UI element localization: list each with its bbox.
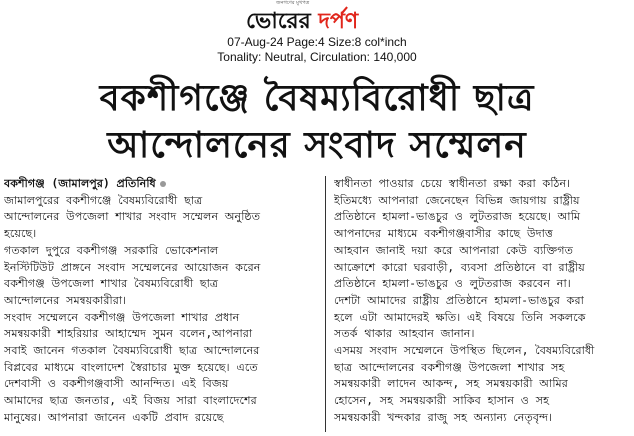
article-text-line: সতর্ক থাকার আহবান জানান।	[334, 327, 475, 341]
dateline-text: বকশীগঞ্জ (জামালপুর) প্রতিনিধি	[4, 177, 156, 190]
masthead-tagline: জনগণের মুখপত্র	[276, 0, 310, 6]
article-text-line: মানুষের। আপনারা জানেন একটি প্রবাদ রয়েছে	[4, 410, 224, 424]
article-text-line: ইনস্টিটিউট প্রাঙ্গনে সংবাদ সম্মেলনের আয়োজন করেন	[4, 260, 261, 274]
article-text-line: জামালপুরের বকশীগঞ্জে বৈষম্যবিরোধী ছাত্র	[4, 193, 203, 207]
right-column-text	[334, 176, 630, 427]
column-divider	[325, 176, 326, 432]
article-text-line: প্রতিষ্ঠানে হামলা-ভাঙচুর ও লুটতরাজ হয়েছে। আমি	[334, 210, 581, 224]
article-text-line: সমন্বয়কারী লাদেন আকন্দ, সহ সমন্বয়কারী আমির	[334, 377, 568, 391]
bullet-dot-icon	[160, 181, 166, 187]
article-text-line: হয়েছে।	[4, 227, 37, 241]
clip-info-line-2: Tonality: Neutral, Circulation: 140,000	[217, 50, 417, 64]
article-text-line: সবাই জানেন গতকাল বৈষম্যবিরোধী ছাত্র আন্দোলনের	[4, 344, 260, 358]
article-text-line: আন্দোলনের সমন্বয়কারীরা।	[4, 293, 127, 307]
article-text-line: সমন্বয়কারী শাহরিয়ার আহাম্মেদ সুমন বলেন,আপনারা	[4, 327, 253, 341]
article-text-line: আপনাদের মাধ্যমে বকশীগঞ্জবাসীর কাছে উদাত্ত	[334, 227, 553, 241]
article-column-left	[4, 176, 316, 434]
article-text-line: প্রতিষ্ঠানে হামলা-ভাঙচুর ও লুটতরাজ করবেন না।	[334, 277, 571, 291]
headline-line-2: আন্দোলনের সংবাদ সম্মেলন	[107, 125, 527, 166]
article-text-line: দেশটা আমাদের রাষ্ট্রীয় প্রতিষ্ঠানে হামলা-ভাঙচুর করা	[334, 293, 584, 307]
article-text-line: দেশবাসী ও বকশীগঞ্জবাসী আনন্দিত। এই বিজয়	[4, 377, 229, 391]
article-text-line: আক্রোশে কারো ঘরবাড়ী, ব্যবসা প্রতিষ্ঠানে বা রাষ্ট্রীয়	[334, 260, 585, 274]
article-text-line: ছাত্র আন্দোলনের বকশীগঞ্জ উপজেলা শাখার সহ	[334, 360, 565, 374]
article-text-line: হলে এটা আমাদেরই ক্ষতি। এই বিষয়ে তিনি সকলকে	[334, 310, 586, 324]
article-text-line: আন্দোলনের উপজেলা শাখার সংবাদ সম্মেলন অনুষ্ঠিত	[4, 210, 261, 224]
article-text-line: এসময় সংবাদ সম্মেলনে উপস্থিত ছিলেন, বৈষম্যবিরোধী	[334, 344, 595, 358]
article-text-line: স্বাধীনতা পাওয়ার চেয়ে স্বাধীনতা রক্ষা করা কঠিন।	[334, 177, 571, 190]
logo-accent-text: দর্পণ	[318, 9, 359, 34]
article-text-line: আহবান জানাই দয়া করে আপনারা কেউ ব্যক্তিগত	[334, 243, 573, 257]
article-text-line: হোসেন, সহ সমন্বয়কারী সাকিব হাসান ও সহ	[334, 394, 550, 408]
article-text-line: সংবাদ সম্মেলনে বকশীগঞ্জ উপজেলা শাখার প্রধান	[4, 310, 240, 324]
article-text-line: সমন্বয়কারী খন্দকার রাজু সহ অন্যান্য নেতৃবৃন্দ।	[334, 410, 553, 424]
headline-line-1: বকশীগঞ্জে বৈষম্যবিরোধী ছাত্র	[99, 78, 535, 119]
article-column-right	[334, 176, 630, 434]
article-text-line: ইতিমধ্যে আপনারা জেনেছেন বিভিন্ন জায়গায় রাষ্ট্রীয়	[334, 193, 580, 207]
article-text-line: বিপ্লবের মাধ্যমে বাংলাদেশ স্বৈরাচার মুক্ত হয়েছে। এতে	[4, 360, 258, 374]
dateline	[4, 176, 316, 193]
article-text-line: গতকাল দুপুরে বকশীগঞ্জ সরকারি ভোকেশনাল	[4, 243, 219, 257]
article-text-line: বকশীগঞ্জ উপজেলা শাখার বৈষম্যবিরোধী ছাত্র	[4, 277, 219, 291]
left-column-text	[4, 193, 316, 427]
clip-info-line-1: 07-Aug-24 Page:4 Size:8 col*inch	[227, 35, 407, 49]
article-text-line: আমাদের ছাত্র জনতার, এই বিজয় সারা বাংলাদেশের	[4, 394, 257, 408]
logo-main-text: ভোরের	[246, 9, 319, 34]
